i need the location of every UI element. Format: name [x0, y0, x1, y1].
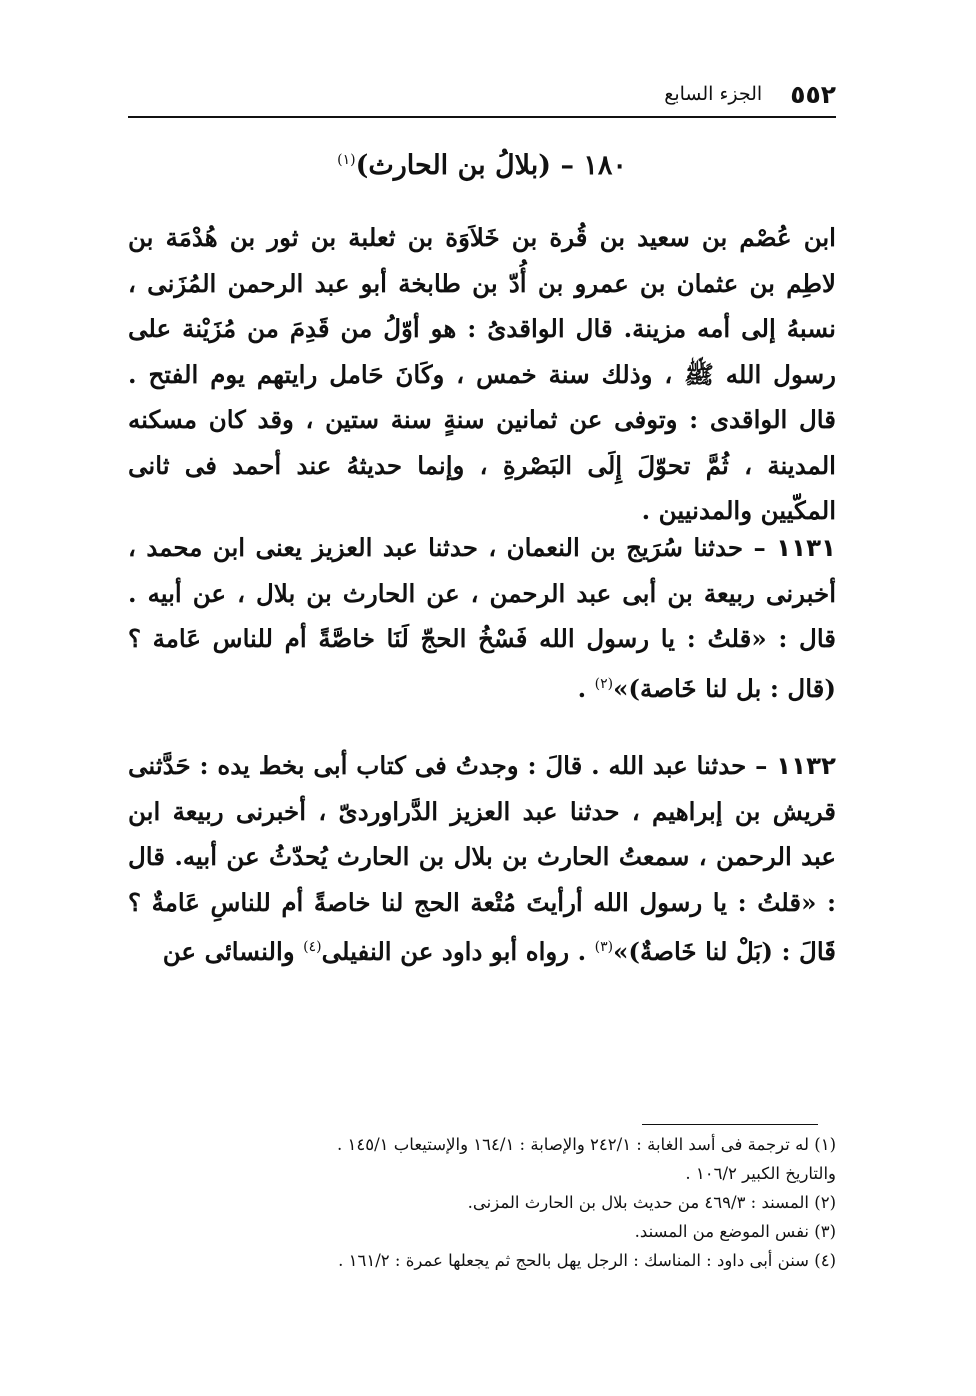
entry-title-text: ١٨٠ – (بلالُ بن الحارث)	[355, 150, 627, 181]
footnote	[128, 1188, 836, 1217]
footnote-text: (٤) سنن أبى داود : المناسك : الرجل يهل بالحج ثم يجعلها عمرة : ١٦١/٢ .	[338, 1251, 836, 1270]
hadith-paragraph	[128, 525, 836, 711]
hadith-tail: . رواه أبو داود عن النفيلى	[321, 937, 595, 967]
hadith-text: – حدثنا عبد الله . قالَ : وجدتُ فى كتاب أبى بخط يده : حَدَّثنى قريش بن إبراهيم ، حدثنا عبد العزيز الدَّراوردىّ ، أخبرنى ربيعة ابن عبد الرحمن ، سمعتُ الحارث بن بلال بن الحارث يُحدّثُ عن أبيه. قال : «قلتُ : يا رسول الله أرأيتَ مُتْعة الحج لنا خاصةً أم للناسِ عَامةٌ ؟ قَالَ : (بَلْ لنا خَاصةٌ)»	[128, 751, 836, 967]
footnote-text: (٣) نفس الموضع من المسند.	[634, 1222, 836, 1241]
footnote-ref: (٢)	[594, 675, 614, 692]
footnote-divider	[642, 1124, 818, 1125]
hadith-paragraph	[128, 743, 836, 975]
footnote	[128, 1130, 836, 1188]
footnote	[128, 1246, 836, 1275]
footnote	[128, 1217, 836, 1246]
footnote-ref: (٤)	[303, 939, 322, 955]
footnote-text: (٢) المسند : ٤٦٩/٣ من حديث بلال بن الحارث المزنى.	[467, 1193, 836, 1212]
biography-paragraph: ابن عُصْم بن سعيد بن قُرة بن خَلاَوَة بن ثعلبة بن ثور بن هُدْمَة بن لاطِم بن عثمان بن عمرو بن أُدّ بن طابخة أبو عبد الرحمن المُزَنى ، نسبهُ إلى أمه مزينة. قال الواقدىُ : هو أوّلُ من قَدِمَ من مُزَيْنة على رسول الله ﷺ ، وذلك سنة خمس ، وكَانَ حَامل رايتهم يوم الفتح . قال الواقدى : وتوفى عن ثمانين سنةٍ سنة ستين ، وقد كان مسكنه المدينة ، ثُمَّ تحوّلَ إِلَى البَصْرةِ ، وإنما حديثهُ عند أحمد فى ثانى المكّيين والمدنيين .	[128, 223, 836, 525]
page-number: ٥٥٢	[790, 79, 836, 109]
footnote-ref: (٣)	[594, 939, 614, 955]
hadith-number: ١١٣٢	[776, 751, 836, 780]
footnote-text: (١) له ترجمة فى أسد الغابة : ٢٤٢/١ والإصابة : ١٦٤/١ والإستيعاب ١٤٥/١ .	[337, 1135, 836, 1154]
hadith-text: – حدثنا سُرَيج بن النعمان ، حدثنا عبد العزيز يعنى ابن محمد ، أخبرنى ربيعة بن أبى عبد الرحمن ، عن الحارث بن بلال ، عن أبيه . قال : «قلتُ : يا رسول الله فَسْخُ الحجّ لَنَا خاصَّةً أم للناس عَامة ؟ (قال : بل لنا خَاصة)»	[128, 533, 836, 703]
footnote-ref: (١)	[337, 152, 356, 168]
page-header	[128, 72, 836, 118]
entry-title	[128, 150, 836, 181]
footnote-text: والتاريخ الكبير ١٠٦/٢ .	[685, 1164, 836, 1183]
hadith-number: ١١٣١	[776, 533, 836, 562]
footnotes	[128, 1130, 836, 1275]
hadith-tail: .	[577, 673, 595, 703]
running-head: الجزء السابع	[664, 83, 763, 105]
hadith-tail: والنسائى عن	[162, 937, 304, 967]
